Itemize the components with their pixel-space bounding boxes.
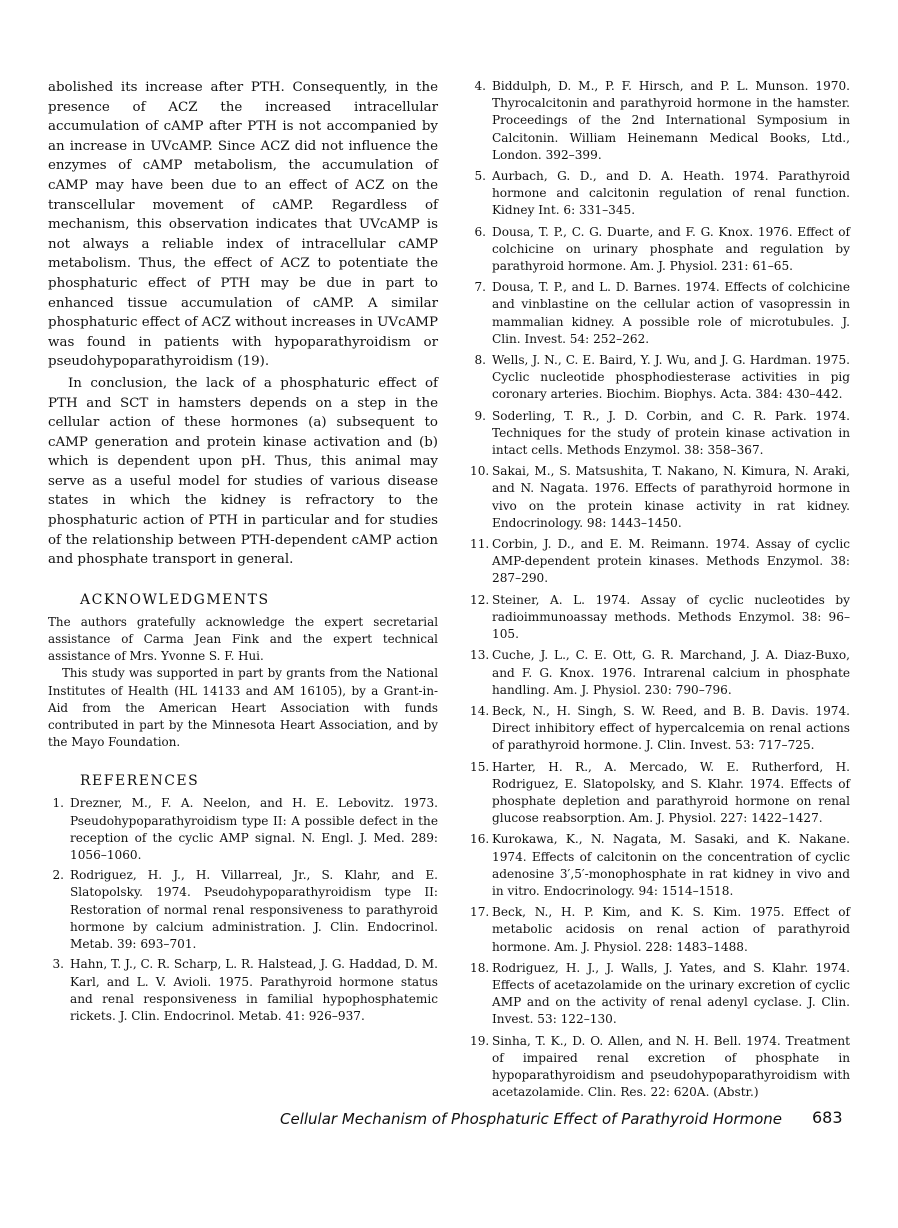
- reference-item: 17. Beck, N., H. P. Kim, and K. S. Kim. 1975. Effect of metabolic acidosis on renal action of parathyroid hormone. Am. J. Physiol. 228: 1483–1488.: [470, 905, 850, 954]
- reference-item: 16. Kurokawa, K., N. Nagata, M. Sasaki, and K. Nakane. 1974. Effects of calcitonin on the concentration of cyclic adenosine 3′,5′-monophosphate in rat kidney in vivo and in vitro. Endocrinology. 94: 1514–1518.: [470, 832, 850, 898]
- page-number: 683: [812, 1108, 843, 1127]
- reference-item: 1. Drezner, M., F. A. Neelon, and H. E. Lebovitz. 1973. Pseudohypoparathyroidism type II: A possible defect in the reception of the cyclic AMP signal. N. Engl. J. Med. 289: 1056–1060.: [52, 796, 438, 863]
- left-column: [48, 78, 438, 1028]
- reference-item: 15. Harter, H. R., A. Mercado, W. E. Rutherford, H. Rodriguez, E. Slatopolsky, and S. Klahr. 1974. Effects of phosphate depletion and parathyroid hormone on renal glucose reabsorption. Am. J. Physiol. 227: 1422–1427.: [470, 759, 850, 826]
- reference-item: 14. Beck, N., H. Singh, S. W. Reed, and B. B. Davis. 1974. Direct inhibitory effect of hypercalcemia on renal actions of parathyroid hormone. J. Clin. Invest. 53: 717–725.: [470, 703, 850, 753]
- reference-item: 8. Wells, J. N., C. E. Baird, Y. J. Wu, and J. G. Hardman. 1975. Cyclic nucleotide phosphodiesterase activities in pig coronary arteries. Biochim. Biophys. Acta. 384: 430–442.: [474, 353, 850, 402]
- body-paragraph: abolished its increase after PTH. Consequently, in the presence of ACZ the increased intracellular accumulation of cAMP after PTH is not accompanied by an increase in UVcAMP. Since ACZ did not influence the enzymes of cAMP metabolism, the accumulation of cAMP may have been due to an effect of ACZ on the transcellular movement of cAMP. Regardless of mechanism, this observation indicates that UVcAMP is not always a reliable index of intracellular cAMP metabolism. Thus, the effect of ACZ to potentiate the phosphaturic effect of PTH may be due in part to enhanced tissue accumulation of cAMP. A similar phosphaturic effect of ACZ without increases in UVcAMP was found in patients with hypoparathyroidism or pseudohypoparathyroidism (19).: [48, 80, 438, 370]
- reference-item: 18. Rodriguez, H. J., J. Walls, J. Yates, and S. Klahr. 1974. Effects of acetazolamide on the urinary excretion of cyclic AMP and on the activity of renal adenyl cyclase. J. Clin. Invest. 53: 122–130.: [470, 960, 850, 1027]
- reference-item: 19. Sinha, T. K., D. O. Allen, and N. H. Bell. 1974. Treatment of impaired renal excretion of phosphate in hypoparathyroidism and pseudohypoparathyroidism with acetazolamide. Clin. Res. 22: 620A. (Abstr.): [470, 1033, 850, 1100]
- reference-item: 7. Dousa, T. P., and L. D. Barnes. 1974. Effects of colchicine and vinblastine on the cellular action of vasopressin in mammalian kidney. A possible role of microtubules. J. Clin. Invest. 54: 252–262.: [474, 280, 850, 346]
- running-title: Cellular Mechanism of Phosphaturic Effect of Parathyroid Hormone: [280, 1110, 783, 1128]
- conclusion-paragraph: In conclusion, the lack of a phosphaturic effect of PTH and SCT in hamsters depends on a step in the cellular action of these hormones (a) subsequent to cAMP generation and protein kinase activation and (b) which is dependent upon pH. Thus, this animal may serve as a useful model for studies of various disease states in which the kidney is refractory to the phosphaturic action of PTH in particular and for studies of the relationship between PTH-dependent cAMP action and phosphate transport in general.: [48, 375, 438, 568]
- funding-paragraph: This study was supported in part by grants from the National Institutes of Health (HL 14133 and AM 16105), by a Grant-in-Aid from the American Heart Association with funds contributed in part by the Minnesota Heart Association, and by the Mayo Foundation.: [48, 666, 438, 750]
- reference-item: 9. Soderling, T. R., J. D. Corbin, and C. R. Park. 1974. Techniques for the study of protein kinase activation in intact cells. Methods Enzymol. 38: 358–367.: [474, 408, 850, 458]
- reference-item: 13. Cuche, J. L., C. E. Ott, G. R. Marchand, J. A. Diaz-Buxo, and F. G. Knox. 1976. Intrarenal calcium in phosphate handling. Am. J. Physiol. 230: 790–796.: [470, 648, 850, 697]
- reference-item: 6. Dousa, T. P., C. G. Duarte, and F. G. Knox. 1976. Effect of colchicine on urinary phosphate and regulation by parathyroid hormone. Am. J. Physiol. 231: 61–65.: [474, 224, 850, 274]
- reference-list-left: [48, 795, 438, 1025]
- reference-item: 3. Hahn, T. J., C. R. Scharp, L. R. Halstead, J. G. Haddad, D. M. Karl, and L. V. Avioli. 1975. Parathyroid hormone status and renal responsiveness in familial hypophosphatemic rickets. J. Clin. Endocrinol. Metab. 41: 926–937.: [52, 957, 438, 1023]
- reference-item: 10. Sakai, M., S. Matsushita, T. Nakano, N. Kimura, N. Araki, and N. Nagata. 1976. Effects of parathyroid hormone in vivo on the protein kinase activity in rat kidney. Endocrinology. 98: 1443–1450.: [470, 464, 850, 530]
- references-heading: REFERENCES: [80, 773, 200, 790]
- reference-item: 2. Rodriguez, H. J., H. Villarreal, Jr., S. Klahr, and E. Slatopolsky. 1974. Pseudohypoparathyroidism type II: Restoration of normal renal responsiveness to parathyroid hormone by calcium administration. J. Clin. Endocrinol. Metab. 39: 693–701.: [52, 868, 438, 952]
- reference-item: 5. Aurbach, G. D., and D. A. Heath. 1974. Parathyroid hormone and calcitonin regulation of renal function. Kidney Int. 6: 331–345.: [474, 169, 850, 218]
- reference-list-right: [470, 78, 850, 1101]
- acknowledgments-heading: ACKNOWLEDGMENTS: [80, 591, 270, 608]
- reference-item: 11. Corbin, J. D., and E. M. Reimann. 1974. Assay of cyclic AMP-dependent protein kinases. Methods Enzymol. 38: 287–290.: [470, 537, 850, 586]
- reference-item: 4. Biddulph, D. M., P. F. Hirsch, and P. L. Munson. 1970. Thyrocalcitonin and parathyroid hormone in the hamster. Proceedings of the 2nd International Symposium in Calcitonin. William Heinemann Medical Books, Ltd., London. 392–399.: [474, 79, 850, 162]
- reference-item: 12. Steiner, A. L. 1974. Assay of cyclic nucleotides by radioimmunoassay methods. Methods Enzymol. 38: 96–105.: [470, 592, 850, 642]
- right-column: [470, 78, 850, 1105]
- acknowledgments-paragraph: The authors gratefully acknowledge the expert secretarial assistance of Carma Jean Fink and the expert technical assistance of Mrs. Yvonne S. F. Hui.: [48, 614, 438, 664]
